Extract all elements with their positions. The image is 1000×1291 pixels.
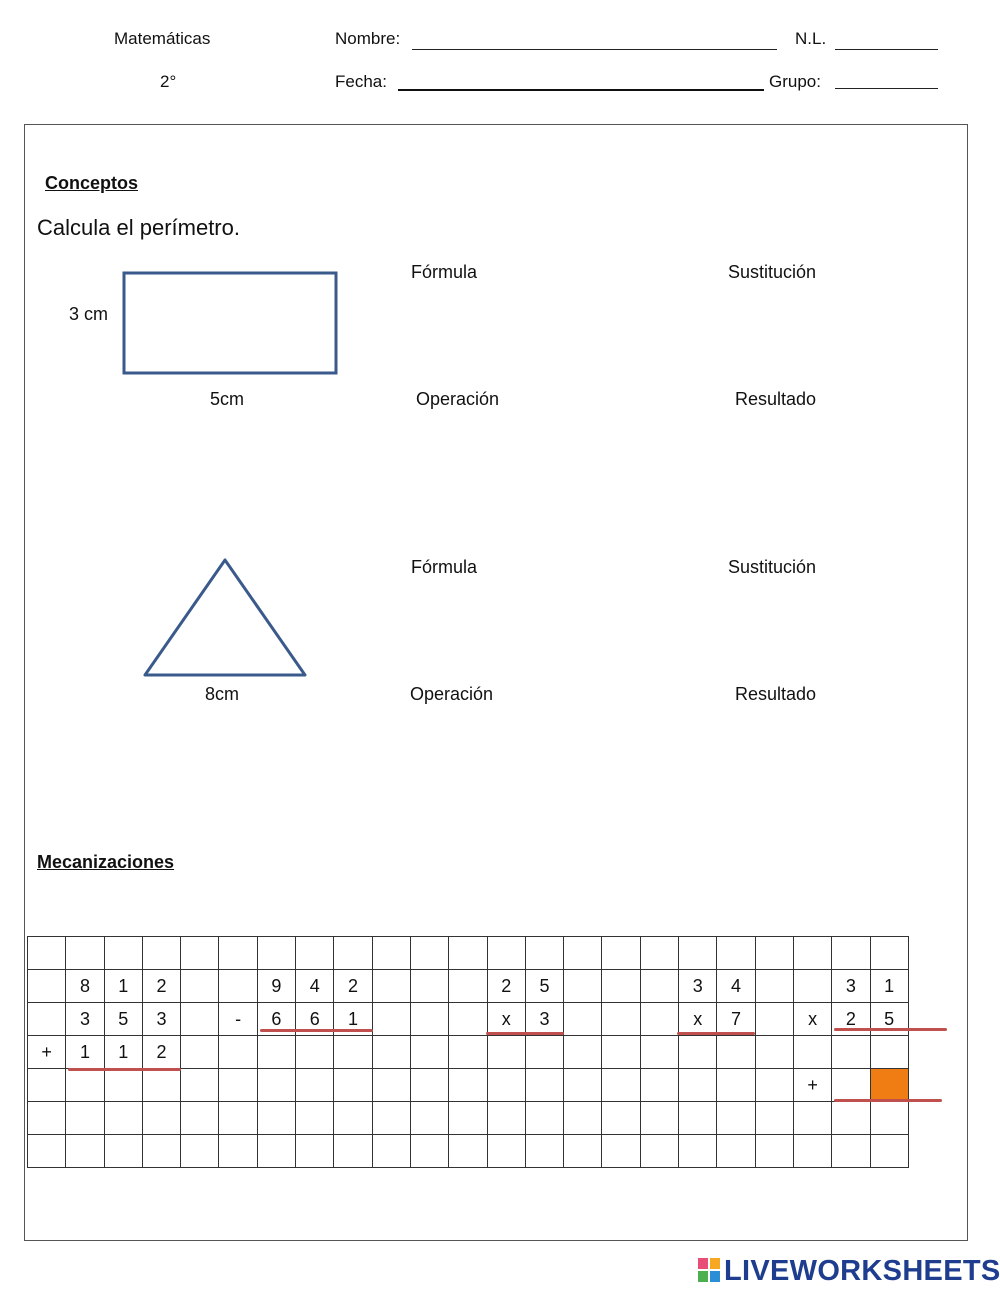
grid-cell: x: [679, 1003, 717, 1036]
grid-row: [28, 1036, 909, 1069]
grid-cell[interactable]: [449, 1102, 487, 1135]
grid-cell[interactable]: [487, 1069, 525, 1102]
grid-cell[interactable]: [525, 1036, 563, 1069]
grid-cell[interactable]: [755, 970, 793, 1003]
grid-cell[interactable]: [602, 937, 640, 970]
rectangle-width-label: 5cm: [210, 389, 245, 409]
grid-cell[interactable]: [717, 1069, 755, 1102]
grid-cell: 4: [296, 970, 334, 1003]
grid-cell[interactable]: [219, 1036, 257, 1069]
grid-cell[interactable]: [717, 1102, 755, 1135]
multiplication-3-underline: [834, 1028, 947, 1031]
grid-cell[interactable]: [334, 1135, 372, 1168]
grid-cell[interactable]: [104, 937, 142, 970]
grid-cell[interactable]: [755, 937, 793, 970]
addition-underline: [68, 1068, 181, 1071]
grid-cell[interactable]: [640, 970, 678, 1003]
grid-cell[interactable]: [602, 1003, 640, 1036]
grid-cell: 7: [717, 1003, 755, 1036]
grid-cell[interactable]: [334, 1069, 372, 1102]
rectangle-substitution-label: Sustitución: [728, 262, 817, 282]
grid-cell[interactable]: [870, 937, 908, 970]
grid-cell[interactable]: [564, 1102, 602, 1135]
grid-cell[interactable]: [181, 970, 219, 1003]
grid-cell: +: [793, 1069, 831, 1102]
grid-cell[interactable]: [410, 1102, 448, 1135]
grid-cell[interactable]: [487, 937, 525, 970]
grid-cell[interactable]: [104, 1102, 142, 1135]
rectangle-operation-label: Operación: [416, 389, 500, 409]
name-label: Nombre:: [335, 29, 401, 48]
grid-cell[interactable]: [372, 1135, 410, 1168]
multiplication-3-sum-underline: [834, 1099, 942, 1102]
grid-cell[interactable]: [66, 937, 104, 970]
grid-cell[interactable]: [793, 937, 831, 970]
grid-cell[interactable]: [679, 1069, 717, 1102]
subtraction-underline: [260, 1029, 373, 1032]
grid-cell: 2: [142, 970, 180, 1003]
grid-cell[interactable]: [449, 1036, 487, 1069]
grid-cell[interactable]: [525, 1069, 563, 1102]
grid-cell: 4: [717, 970, 755, 1003]
rectangle-formula-label: Fórmula: [411, 262, 478, 282]
mechanizations-title: Mecanizaciones: [37, 852, 175, 872]
grid-cell: 3: [679, 970, 717, 1003]
grid-cell[interactable]: [679, 937, 717, 970]
grid-cell[interactable]: [640, 937, 678, 970]
grid-cell[interactable]: [717, 937, 755, 970]
grid-cell: 5: [104, 1003, 142, 1036]
grid-cell: 2: [142, 1036, 180, 1069]
grid-cell[interactable]: [679, 1135, 717, 1168]
triangle-formula-label: Fórmula: [411, 557, 478, 577]
grid-cell[interactable]: [449, 1135, 487, 1168]
grid-row: [28, 1069, 909, 1102]
grid-cell: 3: [142, 1003, 180, 1036]
grid-cell[interactable]: [104, 1135, 142, 1168]
grid-cell[interactable]: [28, 1135, 66, 1168]
grid-cell[interactable]: [410, 1135, 448, 1168]
grid-cell[interactable]: [66, 1135, 104, 1168]
instruction-text: Calcula el perímetro.: [37, 215, 240, 240]
grid-cell[interactable]: [832, 1069, 870, 1102]
grid-cell[interactable]: [28, 1102, 66, 1135]
grid-cell[interactable]: [602, 1135, 640, 1168]
subject-label: Matemáticas: [114, 29, 211, 48]
grid-cell: 1: [104, 1036, 142, 1069]
grid-cell: 2: [334, 970, 372, 1003]
grid-cell[interactable]: [410, 937, 448, 970]
grid-row: [28, 1003, 909, 1036]
grid-cell: 5: [525, 970, 563, 1003]
grid-cell[interactable]: [870, 1102, 908, 1135]
grid-cell[interactable]: [296, 937, 334, 970]
grid-cell[interactable]: [257, 1036, 295, 1069]
grid-cell[interactable]: [334, 1102, 372, 1135]
grid-row: [28, 1135, 909, 1168]
grid-cell: 9: [257, 970, 295, 1003]
grid-cell[interactable]: [679, 1102, 717, 1135]
grid-cell[interactable]: [104, 1069, 142, 1102]
grid-cell[interactable]: [564, 1036, 602, 1069]
grid-cell[interactable]: [334, 937, 372, 970]
grid-cell: 1: [104, 970, 142, 1003]
grid-cell[interactable]: [410, 1003, 448, 1036]
grid-cell[interactable]: [793, 1036, 831, 1069]
triangle-base-label: 8cm: [205, 684, 240, 704]
grid-cell[interactable]: [755, 1069, 793, 1102]
grid-cell[interactable]: [142, 1069, 180, 1102]
grid-row: [28, 937, 909, 970]
grid-cell[interactable]: [870, 1036, 908, 1069]
grid-cell[interactable]: [296, 1069, 334, 1102]
grid-row: [28, 970, 909, 1003]
grid-cell[interactable]: [66, 1102, 104, 1135]
grid-cell[interactable]: [679, 1036, 717, 1069]
concepts-title: Conceptos: [45, 173, 139, 193]
grid-cell[interactable]: [181, 1102, 219, 1135]
grid-cell: 3: [832, 970, 870, 1003]
multiplication-1-underline: [486, 1032, 564, 1035]
grid-cell[interactable]: [66, 1069, 104, 1102]
grid-cell[interactable]: [28, 937, 66, 970]
grid-cell[interactable]: [564, 1003, 602, 1036]
grid-cell[interactable]: [334, 1036, 372, 1069]
grid-cell[interactable]: [832, 937, 870, 970]
grid-cell: 3: [525, 1003, 563, 1036]
grid-cell[interactable]: [257, 1135, 295, 1168]
grid-cell[interactable]: [219, 937, 257, 970]
grid-cell[interactable]: [640, 1003, 678, 1036]
grid-cell[interactable]: [602, 1102, 640, 1135]
grid-cell[interactable]: [525, 1135, 563, 1168]
triangle-substitution-label: Sustitución: [728, 557, 817, 577]
grid-cell[interactable]: [181, 1036, 219, 1069]
grid-cell: -: [219, 1003, 257, 1036]
grid-cell[interactable]: [372, 937, 410, 970]
grid-cell[interactable]: [564, 970, 602, 1003]
grid-cell[interactable]: [717, 1135, 755, 1168]
grid-cell: 3: [66, 1003, 104, 1036]
grid-cell[interactable]: [487, 1102, 525, 1135]
grid-cell[interactable]: [410, 970, 448, 1003]
grid-cell[interactable]: [449, 1003, 487, 1036]
grid-cell[interactable]: [449, 937, 487, 970]
grid-cell[interactable]: [564, 1135, 602, 1168]
grid-cell[interactable]: [296, 1036, 334, 1069]
grid-cell[interactable]: [372, 1102, 410, 1135]
grid-cell[interactable]: [793, 1135, 831, 1168]
grid-cell[interactable]: [793, 970, 831, 1003]
grid-cell[interactable]: [219, 1069, 257, 1102]
grid-cell[interactable]: [296, 1135, 334, 1168]
rectangle-height-label: 3 cm: [69, 304, 109, 324]
mechanizations-grid: [27, 936, 909, 1168]
grid-cell[interactable]: [28, 970, 66, 1003]
grid-cell[interactable]: [564, 1069, 602, 1102]
grid-cell[interactable]: [832, 1135, 870, 1168]
grid-cell[interactable]: [525, 937, 563, 970]
grid-cell[interactable]: [257, 1102, 295, 1135]
grid-cell[interactable]: [181, 937, 219, 970]
grid-cell[interactable]: [372, 970, 410, 1003]
grid-cell[interactable]: [219, 1135, 257, 1168]
grid-cell[interactable]: [181, 1135, 219, 1168]
triangle-shape: [145, 560, 305, 675]
grid-cell[interactable]: [525, 1102, 563, 1135]
grid-cell[interactable]: [487, 1036, 525, 1069]
grid-cell[interactable]: [296, 1102, 334, 1135]
grade-label: 2°: [160, 72, 177, 91]
grid-cell: 6: [296, 1003, 334, 1036]
grid-cell[interactable]: [640, 1036, 678, 1069]
grid-cell: 1: [870, 970, 908, 1003]
grid-cell: 8: [66, 970, 104, 1003]
grid-cell[interactable]: [142, 1102, 180, 1135]
grid-cell[interactable]: [410, 1069, 448, 1102]
grid-cell[interactable]: [372, 1069, 410, 1102]
grid-cell[interactable]: [372, 1036, 410, 1069]
nl-label: N.L.: [795, 29, 827, 48]
grid-cell[interactable]: [410, 1036, 448, 1069]
triangle-operation-label: Operación: [410, 684, 494, 704]
grid-cell[interactable]: [602, 1036, 640, 1069]
grid-cell[interactable]: [142, 937, 180, 970]
grid-row: [28, 1102, 909, 1135]
grid-cell[interactable]: [487, 1135, 525, 1168]
grid-cell[interactable]: [142, 1135, 180, 1168]
grid-cell[interactable]: [755, 1102, 793, 1135]
multiplication-2-underline: [677, 1032, 755, 1035]
grid-cell: +: [28, 1036, 66, 1069]
grid-cell: 6: [257, 1003, 295, 1036]
grid-cell[interactable]: [449, 1069, 487, 1102]
grid-cell[interactable]: [755, 1003, 793, 1036]
grid-cell[interactable]: [257, 937, 295, 970]
grid-cell[interactable]: [640, 1135, 678, 1168]
grid-cell[interactable]: [372, 1003, 410, 1036]
date-label: Fecha:: [335, 72, 387, 91]
grid-cell[interactable]: [28, 1069, 66, 1102]
grid-cell: 1: [66, 1036, 104, 1069]
grid-cell: 2: [487, 970, 525, 1003]
grid-cell[interactable]: [640, 1102, 678, 1135]
grid-cell[interactable]: [219, 970, 257, 1003]
group-label: Grupo:: [769, 72, 821, 91]
rectangle-result-label: Resultado: [735, 389, 817, 409]
grid-cell: x: [487, 1003, 525, 1036]
grid-cell[interactable]: [755, 1135, 793, 1168]
grid-cell[interactable]: [602, 1069, 640, 1102]
grid-cell[interactable]: [717, 1036, 755, 1069]
grid-cell[interactable]: [181, 1069, 219, 1102]
grid-cell: x: [793, 1003, 831, 1036]
triangle-result-label: Resultado: [735, 684, 817, 704]
grid-cell[interactable]: [870, 1135, 908, 1168]
rectangle-shape: [124, 273, 336, 373]
grid-cell[interactable]: [832, 1036, 870, 1069]
grid-cell[interactable]: [28, 1003, 66, 1036]
grid-cell[interactable]: [449, 970, 487, 1003]
brand-wordmark: LIVEWORKSHEETS: [724, 1255, 1000, 1287]
grid-cell: 1: [334, 1003, 372, 1036]
grid-cell: 2: [832, 1003, 870, 1036]
grid-cell[interactable]: [257, 1069, 295, 1102]
highlighted-answer-cell[interactable]: [870, 1069, 908, 1102]
grid-cell[interactable]: [640, 1069, 678, 1102]
grid-cell[interactable]: [602, 970, 640, 1003]
grid-cell[interactable]: [832, 1102, 870, 1135]
grid-cell[interactable]: [564, 937, 602, 970]
liveworksheets-logo-icon: [698, 1258, 720, 1282]
grid-cell[interactable]: [793, 1102, 831, 1135]
grid-cell[interactable]: [181, 1003, 219, 1036]
grid-cell: 5: [870, 1003, 908, 1036]
grid-cell[interactable]: [755, 1036, 793, 1069]
grid-cell[interactable]: [219, 1102, 257, 1135]
